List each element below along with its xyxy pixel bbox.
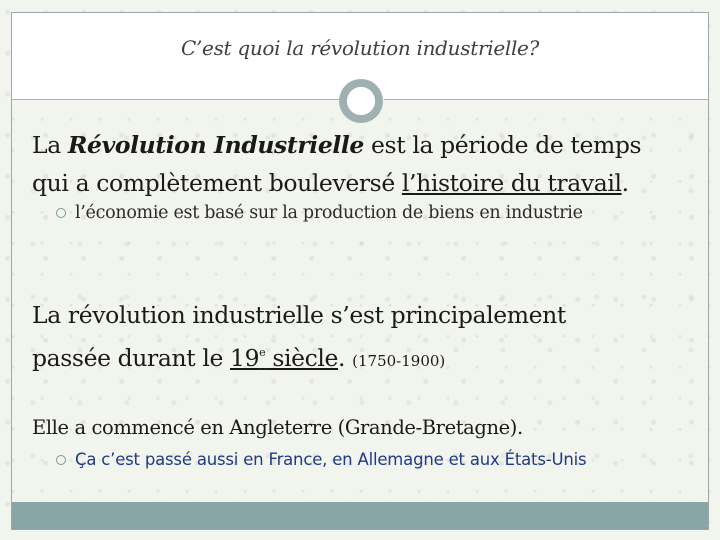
title-divider-left (12, 99, 339, 100)
hollow-circle-bullet-icon (56, 455, 66, 465)
underlined-siecle (230, 344, 338, 372)
circle-ring-icon (339, 79, 383, 123)
circle-ring-center (347, 87, 375, 115)
paragraph-periode (32, 297, 566, 380)
date-range: (1750-1900) (352, 352, 446, 370)
emphasis-revolution-industrielle: Révolution Industrielle (67, 131, 364, 159)
underlined-histoire-du-travail: l’histoire du travail (401, 169, 622, 197)
bullet-item-pays-text: Ça c’est passé aussi en France, en Allemagne et aux États-Unis (75, 450, 587, 469)
text-fragment: est la période de temps (363, 131, 642, 159)
century-superscript: e (259, 346, 266, 359)
paragraph-periode-line1: La révolution industrielle s’est principalement (32, 301, 566, 329)
text-fragment: . (338, 344, 353, 372)
paragraph-definition (32, 126, 641, 202)
text-fragment: . (621, 169, 629, 197)
paragraph-angleterre: Elle a commencé en Angleterre (Grande-Bretagne). (32, 416, 523, 439)
slide-title: C’est quoi la révolution industrielle? (180, 36, 540, 60)
hollow-circle-bullet-icon (56, 208, 66, 218)
title-divider-right (384, 99, 708, 100)
paragraph-periode-line2 (32, 334, 566, 380)
paragraph-definition-line2 (32, 164, 641, 202)
century-word: siècle (265, 344, 339, 372)
footer-band (12, 502, 708, 529)
paragraph-definition-line1 (32, 126, 641, 164)
bullet-item-economie (56, 203, 583, 223)
bullet-item-pays (56, 450, 586, 469)
bullet-item-economie-text: l’économie est basé sur la production de biens en industrie (75, 203, 583, 223)
text-fragment: La (32, 131, 68, 159)
text-fragment: qui a complètement bouleversé (32, 169, 402, 197)
century-number: 19 (230, 344, 260, 372)
text-fragment: passée durant le (32, 344, 231, 372)
